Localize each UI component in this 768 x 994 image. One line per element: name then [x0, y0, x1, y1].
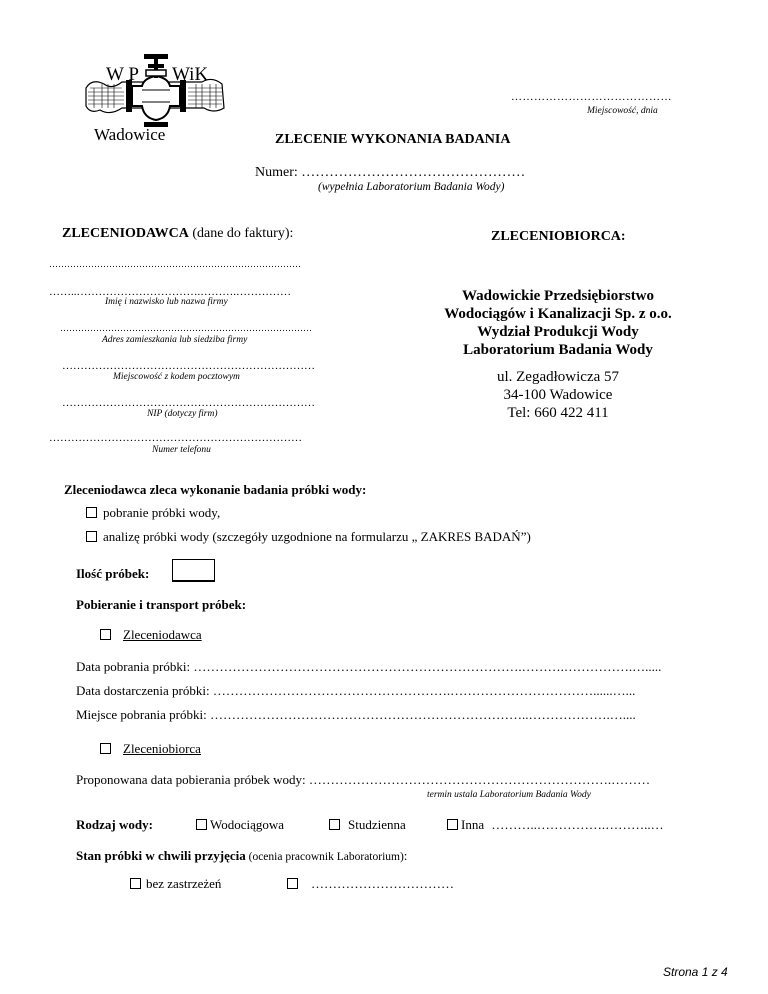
contractor-heading: ZLECENIOBIORCA: — [491, 229, 626, 244]
place-date-field[interactable]: …………………………………… — [511, 91, 672, 103]
water-type-1-label: Wodociągowa — [210, 817, 285, 832]
option-sampling[interactable] — [86, 505, 220, 521]
date-collect-field[interactable]: ………………………………………………………………….……….…………….…..... — [193, 659, 662, 674]
date-delivery-label: Data dostarczenia próbki: — [76, 683, 213, 698]
condition-option-1[interactable] — [130, 876, 221, 892]
client-city-field[interactable]: …………………………………………………………… — [62, 360, 315, 372]
water-type-option-1[interactable] — [196, 817, 284, 833]
water-type-2-checkbox[interactable] — [329, 819, 340, 830]
samples-count-input[interactable] — [172, 559, 215, 582]
water-type-3-field[interactable]: ………..…………….………..… — [491, 817, 664, 832]
client-heading-rest: (dane do faktury): — [188, 226, 294, 241]
option-analysis-label: analizę próbki wody (szczegóły uzgodnione na formularzu „ ZAKRES BADAŃ”) — [103, 529, 531, 544]
client-nip-field[interactable]: …………………………………………………………… — [62, 397, 315, 409]
date-delivery-row — [76, 683, 635, 699]
client-address-label: Adres zamieszkania lub siedziba firmy — [102, 335, 248, 345]
contractor-name-line-1: Wadowickie Przedsiębiorstwo — [461, 288, 655, 304]
water-type-3-label: Inna — [461, 817, 488, 832]
client-name-field[interactable]: ……..…………………………….……….…………… — [49, 286, 291, 298]
svg-text:W P: W P — [106, 64, 139, 85]
contractor-name-line-4: Laboratorium Badania Wody — [463, 342, 653, 358]
water-type-option-2[interactable] — [329, 817, 406, 833]
sampling-place-row — [76, 707, 636, 723]
client-line-1[interactable]: ………………………………………………………………………… — [49, 259, 301, 269]
client-phone-field[interactable]: …………………………………………………………… — [49, 432, 302, 444]
contractor-name-line-2: Wodociągów i Kanalizacji Sp. z o.o. — [444, 306, 672, 322]
order-number-row — [255, 165, 525, 181]
client-city-label: Miejscowość z kodem pocztowym — [113, 372, 240, 382]
water-type-option-3[interactable] — [447, 817, 664, 833]
water-type-label: Rodzaj wody: — [76, 817, 153, 832]
company-logo — [82, 50, 232, 150]
condition-heading — [76, 848, 407, 864]
sampling-checkbox[interactable] — [86, 507, 97, 518]
condition-other-field[interactable]: …………………………… — [311, 876, 454, 891]
client-nip-label: NIP (dotyczy firm) — [147, 409, 218, 419]
order-number-label: Numer: — [255, 165, 302, 180]
page-title: ZLECENIE WYKONANIA BADANIA — [275, 132, 511, 147]
contractor-name — [418, 287, 698, 359]
transport-heading: Pobieranie i transport próbek: — [76, 597, 247, 612]
order-heading: Zleceniodawca zleca wykonanie badania próbki wody: — [64, 482, 367, 497]
client-address-field[interactable]: ………………………………………………………………………… — [60, 323, 312, 333]
condition-ok-checkbox[interactable] — [130, 878, 141, 889]
by-client-label: Zleceniodawca — [123, 627, 202, 642]
order-number-field[interactable]: ………………………………………… — [301, 165, 526, 180]
client-name-label: Imię i nazwisko lub nazwa firmy — [105, 297, 228, 307]
by-contractor-checkbox[interactable] — [100, 743, 111, 754]
sampling-place-field[interactable]: ………………………………………………………………..……………….….... — [209, 707, 636, 722]
condition-option-2[interactable] — [287, 876, 454, 892]
proposed-date-row — [76, 772, 650, 788]
date-collect-row — [76, 659, 661, 675]
option-analysis[interactable] — [86, 529, 531, 545]
condition-ok-label: bez zastrzeżeń — [146, 876, 222, 891]
water-type-1-checkbox[interactable] — [196, 819, 207, 830]
proposed-date-field[interactable]: …………………………………………………………….……… — [308, 772, 651, 787]
date-collect-label: Data pobrania próbki: — [76, 659, 194, 674]
order-number-note: (wypełnia Laboratorium Badania Wody) — [318, 181, 505, 193]
proposed-date-note: termin ustala Laboratorium Badania Wody — [427, 790, 591, 800]
contractor-city: 34-100 Wadowice — [503, 387, 613, 403]
contractor-name-line-3: Wydział Produkcji Wody — [477, 324, 639, 340]
water-type-3-checkbox[interactable] — [447, 819, 458, 830]
place-date-label: Miejscowość, dnia — [587, 106, 658, 116]
client-phone-label: Numer telefonu — [152, 445, 211, 455]
by-client-checkbox[interactable] — [100, 629, 111, 640]
sampling-place-label: Miejsce pobrania próbki: — [76, 707, 210, 722]
option-sampling-label: pobranie próbki wody, — [103, 505, 221, 520]
client-heading — [62, 226, 293, 242]
proposed-date-label: Proponowana data pobierania próbek wody: — [76, 772, 309, 787]
logo-city: Wadowice — [94, 125, 166, 144]
option-by-contractor[interactable] — [100, 741, 201, 757]
condition-other-checkbox[interactable] — [287, 878, 298, 889]
option-by-client[interactable] — [100, 627, 202, 643]
condition-colon: : — [403, 848, 408, 863]
condition-label: Stan próbki w chwili przyjęcia — [76, 848, 246, 863]
contractor-address — [418, 368, 698, 422]
by-contractor-label: Zleceniobiorca — [123, 741, 201, 756]
client-heading-bold: ZLECENIODAWCA — [62, 226, 189, 241]
contractor-phone: Tel: 660 422 411 — [507, 405, 609, 421]
contractor-street: ul. Zegadłowicza 57 — [496, 369, 620, 385]
date-delivery-field[interactable]: ……………………………………………….……………………………......…... — [212, 683, 636, 698]
page-number: Strona 1 z 4 — [663, 965, 728, 979]
condition-note: (ocenia pracownik Laboratorium) — [245, 851, 404, 863]
analysis-checkbox[interactable] — [86, 531, 97, 542]
samples-count-label: Ilość próbek: — [76, 566, 150, 581]
svg-text:WiK: WiK — [172, 64, 209, 85]
water-type-2-label: Studzienna — [348, 817, 406, 832]
